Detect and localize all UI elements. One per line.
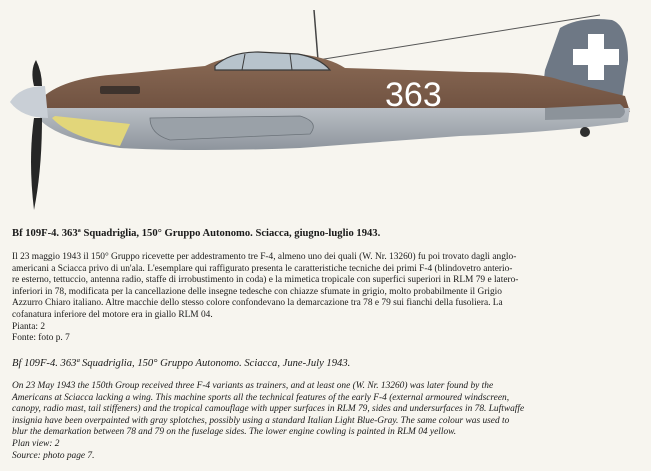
canopy xyxy=(215,52,330,70)
italian-line: americani a Sciacca privo di un'ala. L'esemplare qui raffigurato presenta le caratteristiche tecniche dei primi F-4 (blindovetro anterio- xyxy=(12,263,513,274)
aircraft-code-number: 363 xyxy=(385,76,442,114)
english-line: blur the demarkation between 78 and 79 on the fuselage sides. The lower engine cowling is painted in RLM 04 yellow. xyxy=(12,427,457,438)
italian-paragraph xyxy=(12,252,644,345)
italian-line: re esterno, tettuccio, antenna radio, staffe di irrobustimento in coda) e la mimetica tropicale con superfici superiori in RLM 79 e latero- xyxy=(12,275,519,286)
english-line: On 23 May 1943 the 150th Group received three F-4 variants as trainers, and at least one (W. Nr. 13260) was later found by the xyxy=(12,381,494,391)
italian-line: Azzurro Chiaro italiano. Altre macchie dello stesso colore confondevano la demarcazione tra 78 e 79 sui fianchi della fusoliera. La xyxy=(12,298,503,309)
italian-line: inferiori in 78, modificata per la cancellazione delle insegne tedesche con chiazze sfumate in grigio, molto probabilmente il Grigio xyxy=(12,286,502,297)
english-paragraph xyxy=(12,381,644,462)
aircraft-profile-illustration xyxy=(0,0,651,222)
propeller-blade-top xyxy=(32,60,42,86)
spinner xyxy=(10,86,48,118)
propeller-blade-bottom xyxy=(31,118,42,210)
english-caption: Bf 109F-4. 363ª Squadriglia, 150° Gruppo Autonomo. Sciacca, June-July 1943. xyxy=(12,358,351,369)
italian-source: Fonte: foto p. 7 xyxy=(12,333,70,344)
english-line: canopy, radio mast, tail stiffeners) and the tropical camouflage with upper surfaces in RLM 79, sides and undersurfaces in 78. Luftwaffe xyxy=(12,404,525,415)
italian-caption: Bf 109F-4. 363ª Squadriglia, 150° Gruppo Autonomo. Sciacca, giugno-luglio 1943. xyxy=(12,228,381,239)
exhausts xyxy=(100,86,140,94)
english-line: Americans at Sciacca lacking a wing. This machine sports all the technical features of the early F-4 (external armoured windscreen, xyxy=(12,392,510,403)
antenna-mast xyxy=(314,10,318,60)
italian-line: Il 23 maggio 1943 il 150° Gruppo ricevette per addestramento tre F-4, almeno uno dei quali (W. Nr. 13260) fu poi trovato dagli anglo- xyxy=(12,252,517,262)
italian-line: cofanatura inferiore del motore era in giallo RLM 04. xyxy=(12,309,213,320)
english-source: Source: photo page 7. xyxy=(12,450,95,461)
english-plan: Plan view: 2 xyxy=(12,438,60,449)
fuselage-upper xyxy=(40,54,630,112)
tail-wheel xyxy=(580,127,590,137)
italian-plan: Pianta: 2 xyxy=(12,321,46,332)
english-line: insignia have been overpainted with gray splotches, possibly using a standard Italian Light Blue-Gray. The same colour was used to xyxy=(12,415,510,426)
fuselage-lower xyxy=(40,108,630,150)
